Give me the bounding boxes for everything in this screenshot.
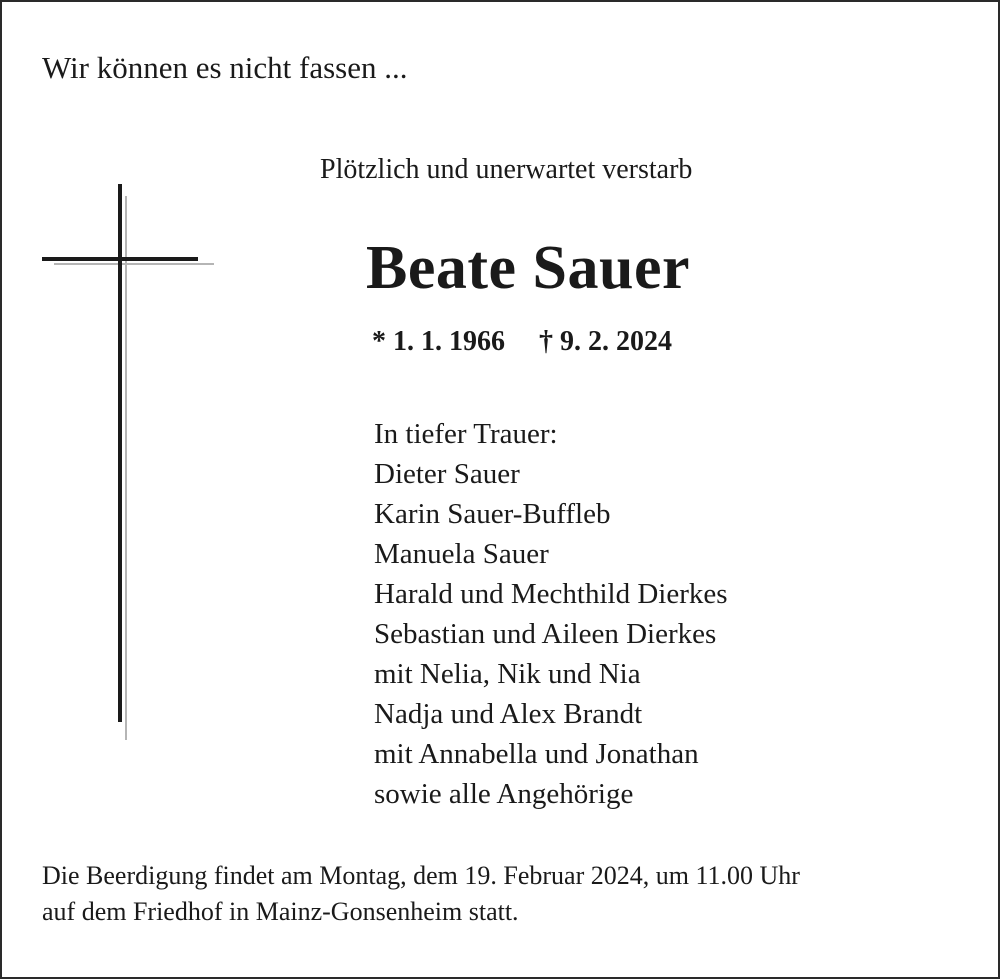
life-dates xyxy=(372,324,672,360)
mourner-item: Dieter Sauer xyxy=(374,458,520,490)
mourner-item: sowie alle Angehörige xyxy=(374,778,634,810)
deceased-name: Beate Sauer xyxy=(366,234,691,302)
cross-icon xyxy=(40,182,220,742)
birth-date: * 1. 1. 1966 xyxy=(372,326,505,357)
mourner-item: Manuela Sauer xyxy=(374,538,549,570)
death-date: † 9. 2. 2024 xyxy=(539,326,672,357)
intro-text: Wir können es nicht fassen ... xyxy=(42,50,408,85)
mourners-list xyxy=(374,414,728,814)
lead-text: Plötzlich und unerwartet verstarb xyxy=(320,154,693,185)
mourner-item: Nadja und Alex Brandt xyxy=(374,698,643,730)
funeral-info xyxy=(42,858,800,930)
funeral-line-1: Die Beerdigung findet am Montag, dem 19. Februar 2024, um 11.00 Uhr xyxy=(42,861,800,890)
mourner-item: mit Nelia, Nik und Nia xyxy=(374,658,641,690)
mourner-item: Sebastian und Aileen Dierkes xyxy=(374,618,717,650)
mourner-item: Harald und Mechthild Dierkes xyxy=(374,578,728,610)
mourners-heading: In tiefer Trauer: xyxy=(374,418,558,450)
funeral-line-2: auf dem Friedhof in Mainz-Gonsenheim statt. xyxy=(42,897,519,926)
mourner-item: mit Annabella und Jonathan xyxy=(374,738,699,770)
mourner-item: Karin Sauer-Buffleb xyxy=(374,498,611,530)
